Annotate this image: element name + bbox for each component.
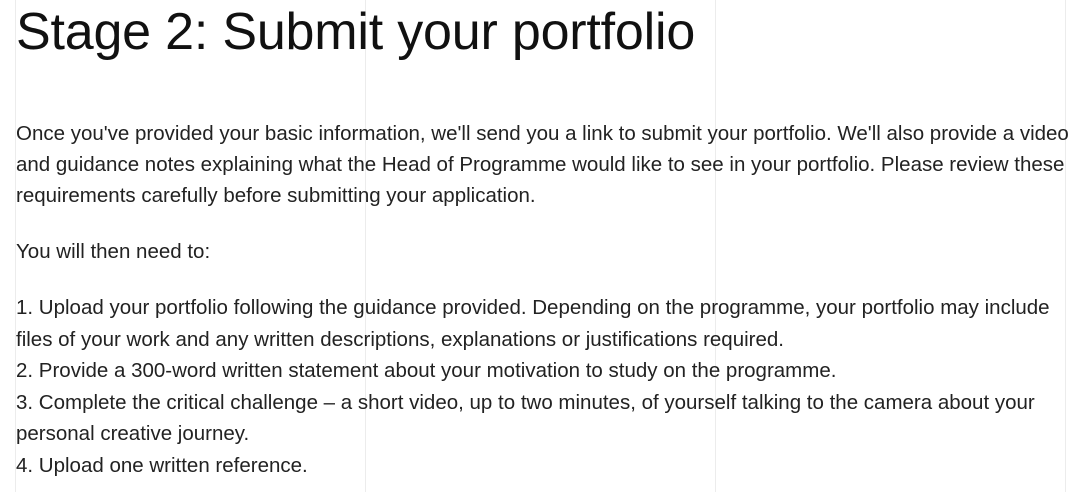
steps-list bbox=[16, 292, 1074, 481]
step-item: 4. Upload one written reference. bbox=[16, 453, 308, 477]
lead-in-text: You will then need to: bbox=[16, 240, 211, 263]
step-item: 1. Upload your portfolio following the guidance provided. Depending on the programme, your portfolio may include files of your work and any written descriptions, explanations or justifications required. bbox=[16, 296, 1050, 351]
section-heading: Stage 2: Submit your portfolio bbox=[16, 3, 696, 61]
stage-2-section bbox=[16, 0, 1074, 481]
step-item: 2. Provide a 300-word written statement about your motivation to study on the programme. bbox=[16, 359, 837, 382]
intro-paragraph: Once you've provided your basic information, we'll send you a link to submit your portfolio. We'll also provide a video and guidance notes explaining what the Head of Programme would like to see in your portfolio. Please review these requirements carefully before submitting your application. bbox=[16, 122, 1069, 207]
step-item: 3. Complete the critical challenge – a short video, up to two minutes, of yourself talking to the camera about your personal creative journey. bbox=[16, 390, 1035, 445]
